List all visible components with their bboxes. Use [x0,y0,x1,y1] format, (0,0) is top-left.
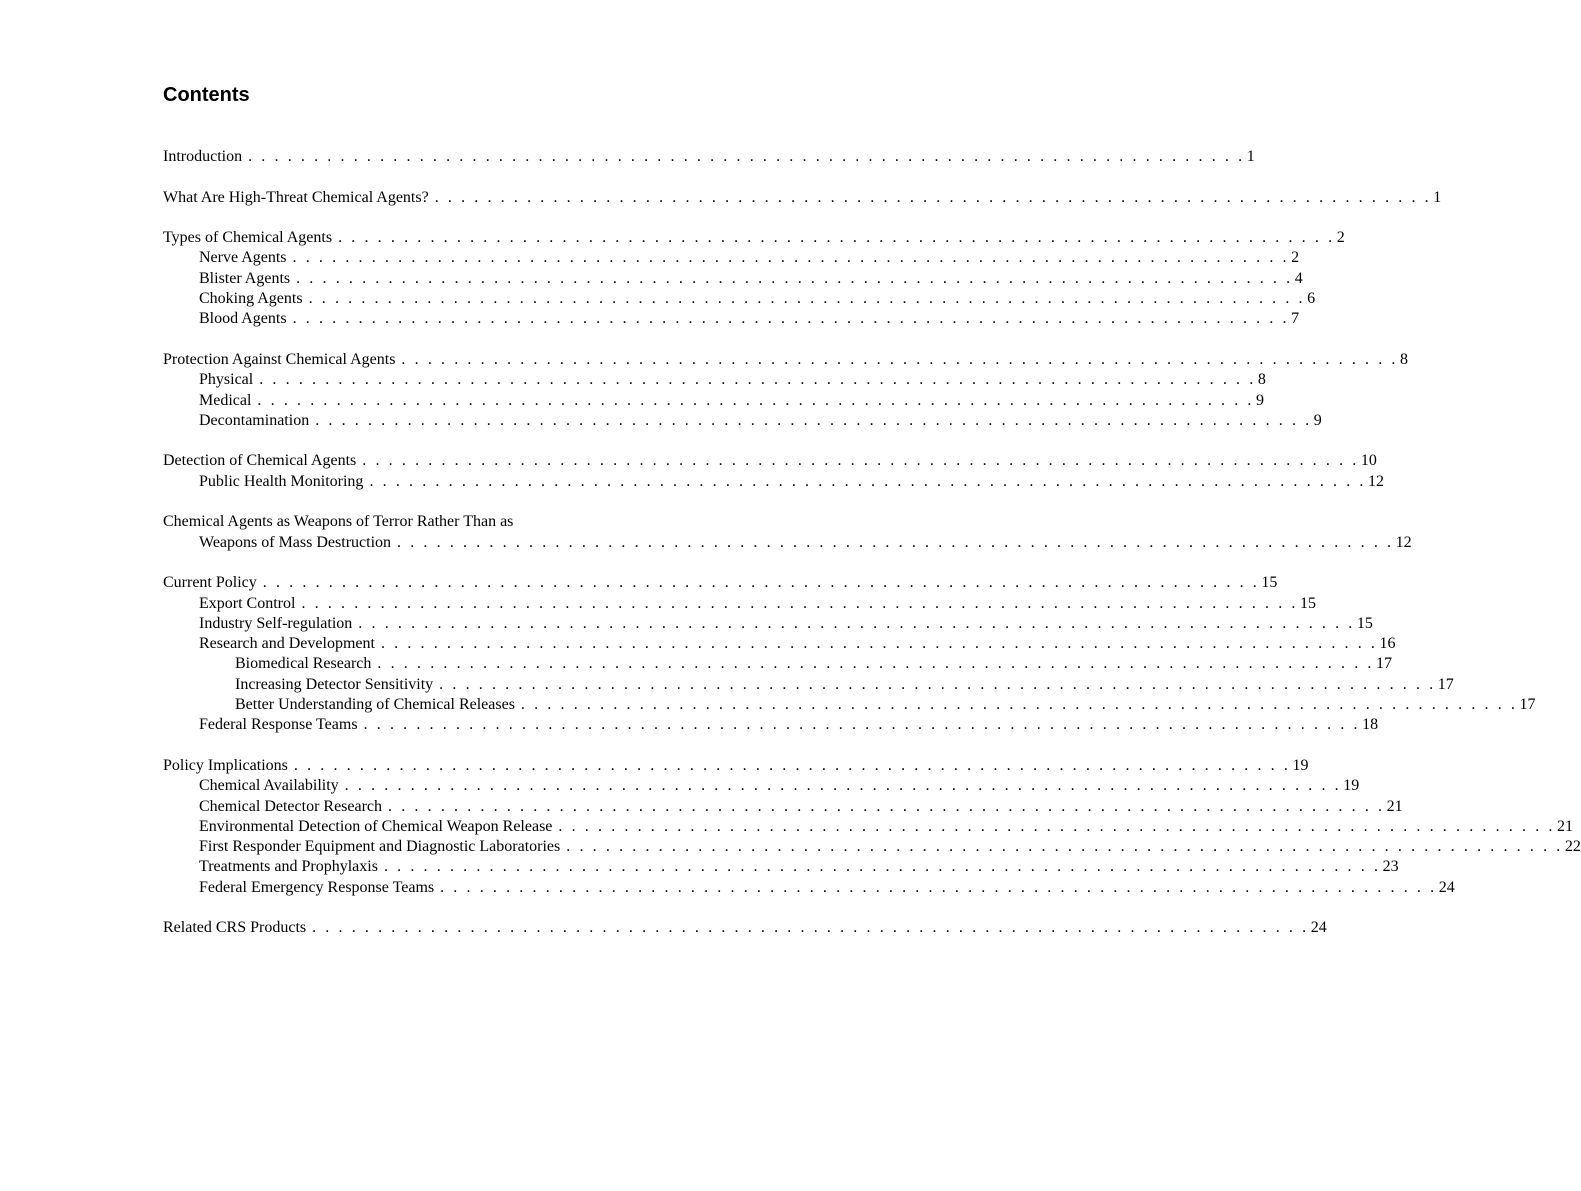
toc-entry-title: Protection Against Chemical Agents [163,350,396,368]
toc-entry-title: Chemical Agents as Weapons of Terror Rather Than as [163,513,514,531]
toc-entry-environmental-detection[interactable] [163,817,1574,837]
toc-entry-title: Blister Agents [199,269,291,287]
dot-leader: . . . . . . . . . . . . . . . . . . . . . . . . . . . . . . . . . . . . . . . . . . . . . . . . . . . . . . . . . . . . . . . . . . . . . . . . . . . . [292,249,1290,267]
toc-entry-page: 7 [1291,310,1300,328]
toc-entry-title: Research and Development [199,635,375,653]
toc-entry-title: Decontamination [199,411,310,429]
toc-entry-weapons-of-mass-destruction[interactable] [163,533,1412,553]
toc-entry-title: Public Health Monitoring [199,472,364,490]
dot-leader: . . . . . . . . . . . . . . . . . . . . . . . . . . . . . . . . . . . . . . . . . . . . . . . . . . . . . . . . . . . . . . . . . . . . . . . . . . . . [397,533,1394,551]
toc-entry-research-and-development[interactable] [163,634,1396,654]
toc-entry-page: 2 [1291,249,1300,267]
dot-leader: . . . . . . . . . . . . . . . . . . . . . . . . . . . . . . . . . . . . . . . . . . . . . . . . . . . . . . . . . . . . . . . . . . . . . . . . . . . . [363,716,1361,734]
dot-leader: . . . . . . . . . . . . . . . . . . . . . . . . . . . . . . . . . . . . . . . . . . . . . . . . . . . . . . . . . . . . . . . . . . . . . . . . . . . . [558,817,1556,835]
toc-entry-page: 1 [1433,188,1442,206]
toc-entry-title: Export Control [199,594,296,612]
toc-entry-page: 17 [1437,675,1454,693]
toc-entry-title: Increasing Detector Sensitivity [235,675,434,693]
toc-entry-decontamination[interactable] [163,411,1322,431]
toc-entry-page: 17 [1519,696,1536,714]
dot-leader: . . . . . . . . . . . . . . . . . . . . . . . . . . . . . . . . . . . . . . . . . . . . . . . . . . . . . . . . . . . . . . . . . . . . . . . . . . . . [362,452,1359,470]
toc-entry-chemical-availability[interactable] [163,776,1360,796]
dot-leader: . . . . . . . . . . . . . . . . . . . . . . . . . . . . . . . . . . . . . . . . . . . . . . . . . . . . . . . . . . . . . . . . . . . . . . . . . . . . [257,391,1255,409]
dot-leader: . . . . . . . . . . . . . . . . . . . . . . . . . . . . . . . . . . . . . . . . . . . . . . . . . . . . . . . . . . . . . . . . . . . . . . . . . . . . [440,878,1437,896]
toc-entry-physical[interactable] [163,370,1266,390]
toc-entry-title: Federal Emergency Response Teams [199,878,435,896]
dot-leader: . . . . . . . . . . . . . . . . . . . . . . . . . . . . . . . . . . . . . . . . . . . . . . . . . . . . . . . . . . . . . . . . . . . . . . . . . . . . [380,635,1378,653]
dot-leader: . . . . . . . . . . . . . . . . . . . . . . . . . . . . . . . . . . . . . . . . . . . . . . . . . . . . . . . . . . . . . . . . . . . . . . . . . . . . [388,797,1385,815]
toc-entry-page: 24 [1310,919,1327,937]
dot-leader: . . . . . . . . . . . . . . . . . . . . . . . . . . . . . . . . . . . . . . . . . . . . . . . . . . . . . . . . . . . . . . . . . . . . . . . . . . . . [566,838,1563,856]
toc-entry-policy-implications[interactable] [163,756,1309,776]
toc-entry-page: 15 [1300,594,1317,612]
toc-entry-title: Blood Agents [199,310,287,328]
toc-entry-current-policy[interactable] [163,573,1278,593]
toc-entry-title: Current Policy [163,574,257,592]
toc-entry-biomedical-research[interactable] [163,654,1392,674]
dot-leader: . . . . . . . . . . . . . . . . . . . . . . . . . . . . . . . . . . . . . . . . . . . . . . . . . . . . . . . . . . . . . . . . . . . . . . . . . . . . [308,290,1306,308]
toc-entry-first-responder-equipment[interactable] [163,837,1581,857]
toc-entry-better-understanding-of-chemical-releases[interactable] [163,695,1536,715]
toc-entry-federal-emergency-response-teams[interactable] [163,878,1455,898]
toc-entry-federal-response-teams[interactable] [163,715,1379,735]
toc-entry-page: 19 [1343,777,1360,795]
toc-entry-title: Introduction [163,148,243,165]
toc-entry-title: Physical [199,371,254,389]
dot-leader: . . . . . . . . . . . . . . . . . . . . . . . . . . . . . . . . . . . . . . . . . . . . . . . . . . . . . . . . . . . . . . . . . . . . . . . . . . . . [301,594,1299,612]
toc-entry-title: Medical [199,391,252,409]
toc-entry-title: Policy Implications [163,756,288,774]
toc-entry-industry-self-regulation[interactable] [163,614,1373,634]
dot-leader: . . . . . . . . . . . . . . . . . . . . . . . . . . . . . . . . . . . . . . . . . . . . . . . . . . . . . . . . . . . . . . . . . . . . . . . . . . . . [358,614,1355,632]
dot-leader: . . . . . . . . . . . . . . . . . . . . . . . . . . . . . . . . . . . . . . . . . . . . . . . . . . . . . . . . . . . . . . . . . . . . . . . . . . . . [344,777,1342,795]
dot-leader: . . . . . . . . . . . . . . . . . . . . . . . . . . . . . . . . . . . . . . . . . . . . . . . . . . . . . . . . . . . . . . . . . . . . . . . . . . . . [312,919,1309,937]
toc-entry-public-health-monitoring[interactable] [163,472,1385,492]
dot-leader: . . . . . . . . . . . . . . . . . . . . . . . . . . . . . . . . . . . . . . . . . . . . . . . . . . . . . . . . . . . . . . . . . . . . . . . . . . . . [520,696,1518,714]
toc-entry-title: Chemical Detector Research [199,797,383,815]
dot-leader: . . . . . . . . . . . . . . . . . . . . . . . . . . . . . . . . . . . . . . . . . . . . . . . . . . . . . . . . . . . . . . . . . . . . . . . . . . . . [262,574,1260,592]
toc-entry-title: Federal Response Teams [199,716,358,734]
toc-entry-page: 12 [1395,533,1412,551]
toc-entry-detection-of-chemical-agents[interactable] [163,451,1377,471]
dot-leader: . . . . . . . . . . . . . . . . . . . . . . . . . . . . . . . . . . . . . . . . . . . . . . . . . . . . . . . . . . . . . . . . . . . . . . . . . . . . [401,350,1399,368]
toc-entry-related-crs-products[interactable] [163,918,1327,938]
toc-entry-what-are-high-threat-chemical-agents[interactable] [163,188,1442,208]
dot-leader: . . . . . . . . . . . . . . . . . . . . . . . . . . . . . . . . . . . . . . . . . . . . . . . . . . . . . . . . . . . . . . . . . . . . . . . . . . . . [439,675,1436,693]
toc-entry-page: 24 [1438,878,1455,896]
toc-entry-nerve-agents[interactable] [163,248,1300,268]
toc-entry-increasing-detector-sensitivity[interactable] [163,675,1454,695]
toc-entry-title: Types of Chemical Agents [163,229,333,247]
toc-entry-page: 19 [1292,756,1309,774]
toc-entry-blister-agents[interactable] [163,269,1303,289]
toc-entry-page: 21 [1386,797,1403,815]
toc-entry-title: Choking Agents [199,290,303,308]
toc-entry-page: 22 [1564,838,1581,856]
toc-entry-page: 6 [1307,290,1316,308]
toc-entry-title: What Are High-Threat Chemical Agents? [163,188,429,206]
toc-entry-page: 9 [1256,391,1265,409]
toc-entry-page: 23 [1382,858,1399,876]
dot-leader: . . . . . . . . . . . . . . . . . . . . . . . . . . . . . . . . . . . . . . . . . . . . . . . . . . . . . . . . . . . . . . . . . . . . . . . . . . . . [315,411,1312,429]
toc-entry-title: Detection of Chemical Agents [163,452,357,470]
toc-entry-title: Treatments and Prophylaxis [199,858,378,876]
toc-entry-blood-agents[interactable] [163,309,1300,329]
toc-entry-page: 15 [1261,574,1278,592]
toc-entry-page: 4 [1294,269,1303,287]
toc-entry-page: 21 [1557,817,1574,835]
page-title: Contents [163,84,250,106]
toc-entry-export-control[interactable] [163,594,1317,614]
toc-entry-page: 8 [1257,371,1266,389]
toc-entry-title: Nerve Agents [199,249,287,267]
dot-leader: . . . . . . . . . . . . . . . . . . . . . . . . . . . . . . . . . . . . . . . . . . . . . . . . . . . . . . . . . . . . . . . . . . . . . . . . . . . . [248,148,1245,165]
toc-entry-introduction[interactable] [163,147,1255,167]
toc-entry-choking-agents[interactable] [163,289,1316,309]
toc-entry-chemical-agents-as-weapons-of-terror[interactable] [163,512,758,532]
toc-entry-treatments-and-prophylaxis[interactable] [163,857,1399,877]
toc-entry-page: 1 [1246,148,1255,165]
table-of-contents [163,147,1581,939]
toc-entry-title: Chemical Availability [199,777,339,795]
toc-entry-medical[interactable] [163,391,1265,411]
toc-entry-page: 17 [1376,655,1392,673]
toc-entry-page: 9 [1313,411,1322,429]
toc-entry-page: 2 [1336,229,1345,247]
toc-entry-title: Better Understanding of Chemical Releases [235,696,515,714]
toc-entry-title: Environmental Detection of Chemical Weapon Release [199,817,553,835]
dot-leader: . . . . . . . . . . . . . . . . . . . . . . . . . . . . . . . . . . . . . . . . . . . . . . . . . . . . . . . . . . . . . . . . . . . . . . . . . . . . [296,269,1293,287]
toc-entry-page: 10 [1360,452,1377,470]
toc-entry-page: 15 [1356,614,1373,632]
toc-entry-title: Industry Self-regulation [199,614,353,632]
dot-leader: . . . . . . . . . . . . . . . . . . . . . . . . . . . . . . . . . . . . . . . . . . . . . . . . . . . . . . . . . . . . . . . . . . . . . . . . . . . . [434,188,1432,206]
toc-entry-page: 16 [1379,635,1396,653]
dot-leader: . . . . . . . . . . . . . . . . . . . . . . . . . . . . . . . . . . . . . . . . . . . . . . . . . . . . . . . . . . . . . . . . . . . . . . . . . . . . [383,858,1381,876]
dot-leader: . . . . . . . . . . . . . . . . . . . . . . . . . . . . . . . . . . . . . . . . . . . . . . . . . . . . . . . . . . . . . . . . . . . . . . . . . . . . [259,371,1256,389]
toc-entry-page: 8 [1400,350,1409,368]
toc-entry-types-of-chemical-agents[interactable] [163,228,1345,248]
toc-entry-page: 12 [1368,472,1385,490]
dot-leader: . . . . . . . . . . . . . . . . . . . . . . . . . . . . . . . . . . . . . . . . . . . . . . . . . . . . . . . . . . . . . . . . . . . . . . . . . . . . [377,655,1374,673]
toc-entry-chemical-detector-research[interactable] [163,797,1403,817]
dot-leader: . . . . . . . . . . . . . . . . . . . . . . . . . . . . . . . . . . . . . . . . . . . . . . . . . . . . . . . . . . . . . . . . . . . . . . . . . . . . [293,756,1291,774]
dot-leader: . . . . . . . . . . . . . . . . . . . . . . . . . . . . . . . . . . . . . . . . . . . . . . . . . . . . . . . . . . . . . . . . . . . . . . . . . . . . [292,310,1290,328]
dot-leader: . . . . . . . . . . . . . . . . . . . . . . . . . . . . . . . . . . . . . . . . . . . . . . . . . . . . . . . . . . . . . . . . . . . . . . . . . . . . [369,472,1367,490]
toc-entry-title: First Responder Equipment and Diagnostic Laboratories [199,838,561,856]
toc-entry-page: 18 [1362,716,1379,734]
toc-entry-title: Weapons of Mass Destruction [199,533,392,551]
dot-leader: . . . . . . . . . . . . . . . . . . . . . . . . . . . . . . . . . . . . . . . . . . . . . . . . . . . . . . . . . . . . . . . . . . . . . . . . . . . . [338,229,1335,247]
toc-entry-title: Biomedical Research [235,655,372,673]
toc-entry-title: Related CRS Products [163,919,307,937]
toc-entry-protection-against-chemical-agents[interactable] [163,350,1409,370]
